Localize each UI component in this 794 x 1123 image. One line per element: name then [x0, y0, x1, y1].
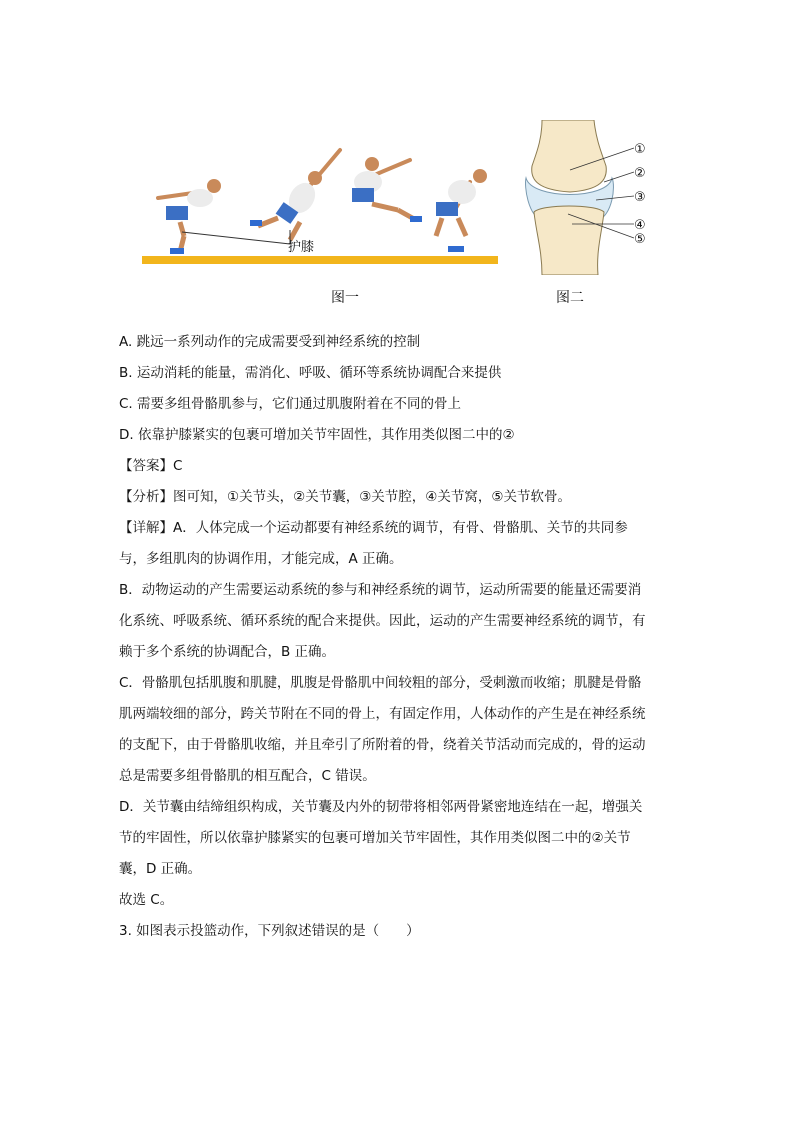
detail-line: 节的牢固性，所以依靠护膝紧实的包裹可增加关节牢固性，其作用类似图二中的②关节 — [119, 830, 631, 846]
detail-line: 故选 C。 — [119, 892, 174, 908]
jumper-crouch — [158, 179, 221, 254]
detail-line: 的支配下，由于骨骼肌收缩，并且牵引了所附着的骨，绕着关节活动而完成的，骨的运动 — [119, 737, 646, 753]
analysis: 【分析】图可知，①关节头，②关节囊，③关节腔，④关节窝，⑤关节软骨。 — [119, 489, 572, 505]
marker-2: ② — [634, 166, 646, 181]
marker-4: ④ — [634, 218, 646, 233]
detail-line: 总是需要多组骨骼肌的相互配合，C 错误。 — [119, 768, 376, 784]
detail-line: 囊，D 正确。 — [119, 861, 202, 877]
knee-pad-label: 护膝 — [288, 239, 315, 254]
upper-bone — [532, 120, 607, 192]
lower-bone — [534, 206, 604, 275]
figure1-caption: 图一 — [331, 290, 359, 306]
knee-pad-leader-1 — [182, 232, 290, 244]
answer: 【答案】C — [119, 458, 183, 474]
jumper-flight — [352, 157, 422, 222]
option-a: A. 跳远一系列动作的完成需要受到神经系统的控制 — [119, 334, 421, 350]
marker-5: ⑤ — [634, 232, 646, 247]
ground-bar — [142, 256, 498, 264]
detail-line: 赖于多个系统的协调配合，B 正确。 — [119, 644, 336, 660]
detail-line: C．骨骼肌包括肌腹和肌腱，肌腹是骨骼肌中间较粗的部分，受刺激而收缩；肌腱是骨骼 — [119, 675, 642, 691]
marker-3: ③ — [634, 190, 646, 205]
next-question: 3. 如图表示投篮动作，下列叙述错误的是（ ） — [119, 923, 420, 939]
long-jump-figure — [140, 140, 500, 270]
marker-1: ① — [634, 142, 646, 157]
detail-line: 【详解】A．人体完成一个运动都要有神经系统的调节，有骨、骨骼肌、关节的共同参 — [119, 520, 628, 536]
figure2-caption: 图二 — [556, 290, 584, 306]
jumper-takeoff — [250, 150, 340, 240]
option-c: C. 需要多组骨骼肌参与，它们通过肌腹附着在不同的骨上 — [119, 396, 462, 412]
detail-line: 化系统、呼吸系统、循环系统的配合来提供。因此，运动的产生需要神经系统的调节，有 — [119, 613, 646, 629]
detail-line: 肌两端较细的部分，跨关节附在不同的骨上，有固定作用，人体动作的产生是在神经系统 — [119, 706, 646, 722]
detail-line: 与，多组肌肉的协调作用，才能完成，A 正确。 — [119, 551, 403, 567]
detail-line: D．关节囊由结缔组织构成，关节囊及内外的韧带将相邻两骨紧密地连结在一起，增强关 — [119, 799, 643, 815]
jumper-landing — [436, 169, 487, 252]
option-d: D. 依靠护膝紧实的包裹可增加关节牢固性，其作用类似图二中的② — [119, 427, 515, 443]
detail-line: B．动物运动的产生需要运动系统的参与和神经系统的调节，运动所需要的能量还需要消 — [119, 582, 642, 598]
joint-diagram — [512, 120, 662, 275]
option-b: B. 运动消耗的能量，需消化、呼吸、循环等系统协调配合来提供 — [119, 365, 502, 381]
